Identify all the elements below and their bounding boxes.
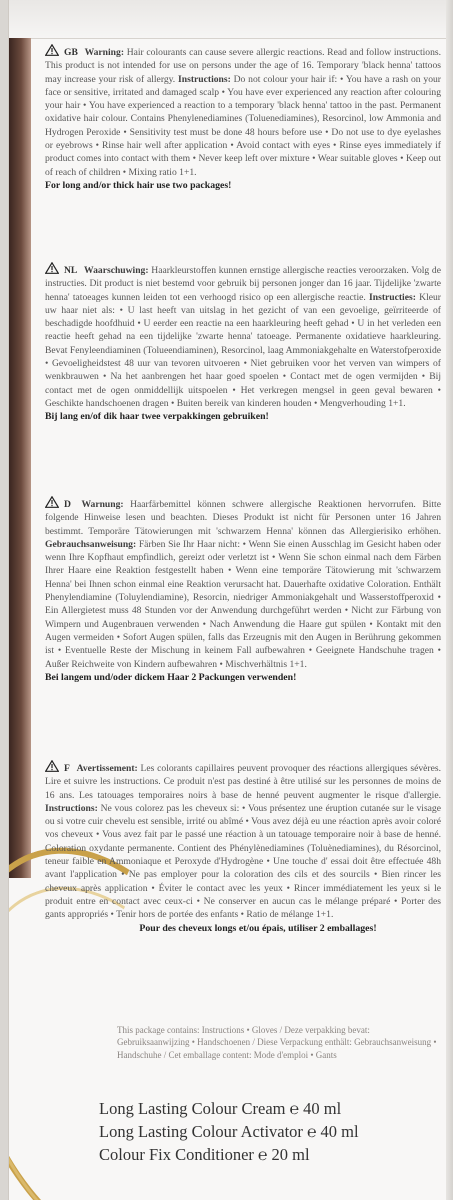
closing-note: Bij lang en/of dik haar twee verpakkingen gebruiken! — [45, 411, 269, 423]
instructions-label: Instructions: — [178, 73, 231, 85]
warning-label: Waarschuwing: — [84, 265, 149, 276]
product-amount: 40 ml — [320, 1122, 359, 1141]
warning-text: Haarkleurstoffen kunnen ernstige allergische reacties veroorzaken. Volg de instructies. Dit product is niet bestemd voor gebruik bij personen jonger dan 16 jaar. Tijdelijke 'zwarte henna' tatoeages kunnen leiden tot een verhoogd risico op een allergische reactie. — [45, 265, 441, 303]
product-amount: 40 ml — [303, 1099, 342, 1118]
warning-section-nl — [45, 262, 441, 424]
closing-note: Pour des cheveux longs et/ou épais, utiliser 2 emballages! — [139, 922, 377, 934]
warning-label: Avertissement: — [76, 763, 138, 774]
warning-triangle-icon — [45, 262, 59, 274]
box-top-flap — [9, 0, 453, 39]
warning-text: Hair colourants can cause severe allergic reactions. Read and follow instructions. This product is not intended for use on persons under the age of 16. Temporary 'black henna' tattoos may increase your risk of allergy. — [45, 47, 441, 85]
estimated-sign-icon: ℮ — [257, 1147, 268, 1164]
language-code: GB — [64, 47, 78, 58]
warning-triangle-icon — [45, 44, 59, 56]
box-side-stripe — [9, 38, 31, 878]
instructions-label: Instructions: — [45, 802, 98, 814]
product-line — [99, 1098, 429, 1121]
product-box-side-panel — [8, 0, 453, 1200]
instructions-label: Instructies: — [369, 291, 416, 303]
estimated-sign-icon: ℮ — [306, 1124, 317, 1141]
estimated-sign-icon: ℮ — [289, 1101, 300, 1118]
product-line — [99, 1144, 429, 1167]
instructions-text: Ne vous colorez pas les cheveux si: • Vous présentez une éruption cutanée sur le visage ou si votre cuir chevelu est sensible, irrité ou abîmé • Vous avez déjà eu une réaction après avoir coloré vos cheveux • Vous avez fait par le passé une réaction à un tatouage temporaire noir à base de henné. Coloration oxydante permanente. Contient des Phénylènediamines (Toluènediamines), du Résorcinol, teneur faible en Ammoniaque et Peroxyde d'Hydrogène • Une touche d' essai doit être effectuée 48h avant l'application • Ne pas employer pour la coloration des cils et des sourcils • Bien rincer les cheveux après application • Éviter le contact avec les yeux • Rincer immédiatement les yeux si le produit entre en contact avec ceux-ci • Ne conserver en aucun cas le mélange préparé • Porter des gants appropriés • Tenir hors de portée des enfants • Ratio de mélange 1+1. — [45, 802, 441, 921]
product-name: Long Lasting Colour Activator — [99, 1122, 303, 1141]
language-code: NL — [64, 265, 78, 276]
product-name: Colour Fix Conditioner — [99, 1145, 254, 1164]
package-contents: This package contains: Instructions • Gloves / Deze verpakking bevat: Gebruiksaanwijzing • Handschoenen / Diese Verpackung enthält: Gebrauchsanweisung • Handschuhe / Cet emballage content: Mode d'emploi • Gants — [117, 1025, 437, 1060]
language-code: D — [64, 499, 71, 510]
instructions-text: Färben Sie Ihr Haar nicht: • Wenn Sie einen Ausschlag im Gesicht haben oder wenn Ihre Kopfhaut empfindlich, gereizt oder verletzt ist • Wenn Sie schon einmal nach dem Färben Ihrer Haare eine Reaktion festgestellt haben • Wenn eine temporäre Tätowierung mit 'schwarzem Henna' bei Ihnen schon einmal eine Reaktion verursacht hat. Dauerhafte oxidative Coloration. Enthält Phenylendiamine (Toluylendiamine), Resorcin, niedriger Ammoniakgehalt und Wasserstoffperoxid • Ein Allergietest muss 48 Stunden vor der Anwendung durchgeführt werden • Nicht zur Färbung von Wimpern und Augenbrauen verwenden • Nach Anwendung die Haare gut spülen • Kontakt mit den Augen vermeiden • Sofort Augen spülen, falls das Erzeugnis mit den Augen in Berührung gekommen ist • Eventuelle Reste der Mischung in keinem Fall aufbewahren • Geeignete Handschuhe tragen • Außer Reichweite von Kindern aufbewahren • Mischverhältnis 1+1. — [45, 538, 441, 670]
warning-label: Warning: — [84, 47, 125, 58]
warning-section-fr — [45, 760, 441, 935]
warning-label: Warnung: — [81, 499, 124, 510]
warning-section-de — [45, 496, 441, 684]
product-line — [99, 1121, 429, 1144]
language-code: F — [64, 763, 70, 774]
instructions-text: Kleur uw haar niet als: • U last heeft van uitslag in het gezicht of van een gevoelige, geïrriteerde of beschadigde hoofdhuid • U eerder een reactie na een haarkleuring heeft gehad • U in het verleden een reactie heeft gehad na een tijdelijke 'zwarte henna' tatoeage. Permanente oxidatieve haarkleuring. Bevat Fenyleendiaminen (Tolueendiaminen), Resorcinol, laag Ammoniakgehalte en Waterstofperoxide • Gevoeligheidstest 48 uur van tevoren uitvoeren • Niet gebruiken voor het verven van wimpers of wenkbrauwen • Na het aanbrengen het haar goed spoelen • Contact met de ogen vermijden • Bij contact met de ogen onmiddellijk uitspoelen • Het verkregen mengsel in geen geval bewaren • Geschikte handschoenen dragen • Buiten bereik van kinderen houden • Mengverhouding 1+1. — [45, 291, 441, 409]
instructions-text: Do not colour your hair if: • You have a rash on your face or sensitive, irritated and damaged scalp • You have ever experienced any reaction after colouring your hair • You have experienced a reaction to a temporary 'black henna' tattoo in the past. Permanent oxidative hair colour. Contains Phenylenediamines (Toluenediamines), Resorcinol, low Ammonia and Hydrogen Peroxide • Sensitivity test must be done 48 hours before use • Do not use to dye eyelashes or eyebrows • Rinse hair well after application • Avoid contact with eyes • Rinse eyes immediately if product comes into contact with them • Never keep left over mixture • Wear suitable gloves • Keep out of reach of children • Mixing ratio 1+1. — [45, 73, 441, 178]
warning-section-gb — [45, 44, 441, 192]
closing-note: For long and/or thick hair use two packages! — [45, 179, 232, 191]
warning-text: Haarfärbemittel können schwere allergische Reaktionen hervorrufen. Bitte folgende Hinweise lesen und beachten. Dieses Produkt ist nicht für Personen unter 16 Jahren bestimmt. Temporäre Tätowierungen mit 'schwarzem Henna' können das Allergierisiko erhöhen. — [45, 499, 441, 537]
box-right-edge — [446, 0, 453, 1200]
closing-note: Bei langem und/oder dickem Haar 2 Packungen verwenden! — [45, 671, 297, 683]
warning-text: Les colorants capillaires peuvent provoquer des réactions allergiques sévères. Lire et suivre les instructions. Ce produit n'est pas destiné à être utilisé sur les personnes de moins de 16 ans. Les tatouages temporaires noirs à base de henné peuvent augmenter le risque d'allergie. — [45, 763, 441, 801]
instructions-label: Gebrauchsanweisung: — [45, 538, 137, 550]
product-amount: 20 ml — [271, 1145, 310, 1164]
product-name: Long Lasting Colour Cream — [99, 1099, 286, 1118]
warning-triangle-icon — [45, 760, 59, 772]
warning-triangle-icon — [45, 496, 59, 508]
product-list — [99, 1098, 429, 1167]
